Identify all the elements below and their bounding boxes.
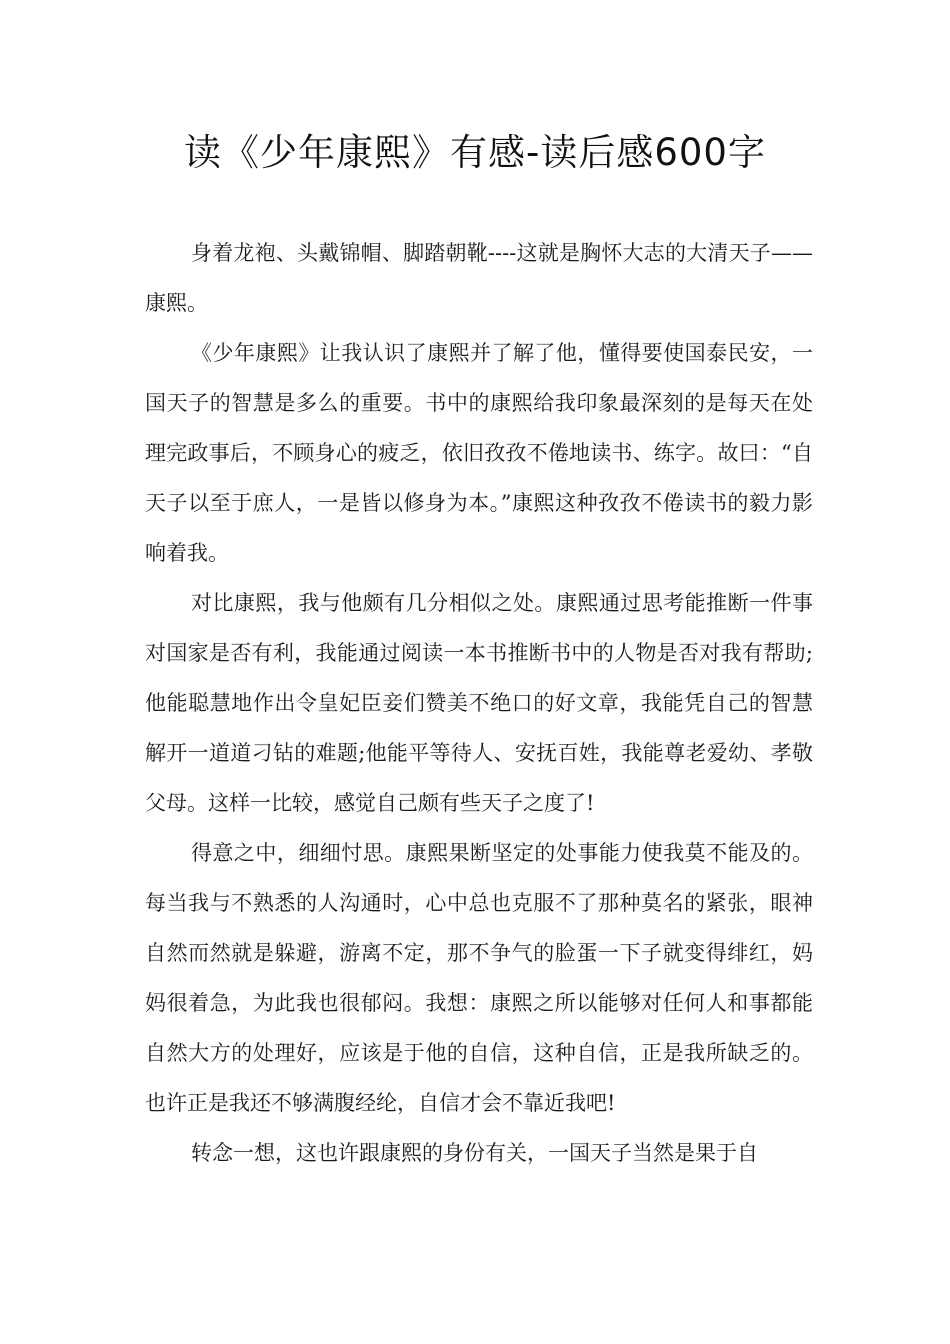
paragraph: 《少年康熙》让我认识了康熙并了解了他，懂得要使国泰民安，一国天子的智慧是多么的重要。书中的康熙给我印象最深刻的是每天在处理完政事后，不顾身心的疲乏，依旧孜孜不倦地读书、练字。故曰：“自天子以至于庶人，一是皆以修身为本。”康熙这种孜孜不倦读书的毅力影响着我。	[145, 341, 813, 565]
paragraph: 对比康熙，我与他颇有几分相似之处。康熙通过思考能推断一件事对国家是否有利，我能通过阅读一本书推断书中的人物是否对我有帮助;他能聪慧地作出令皇妃臣妾们赞美不绝口的好文章，我能凭自己的智慧解开一道道刁钻的难题;他能平等待人、安抚百姓，我能尊老爱幼、孝敬父母。这样一比较，感觉自己颇有些天子之度了!	[145, 591, 813, 815]
paragraph: 得意之中，细细忖思。康熙果断坚定的处事能力使我莫不能及的。每当我与不熟悉的人沟通时，心中总也克服不了那种莫名的紧张，眼神自然而然就是躲避，游离不定，那不争气的脸蛋一下子就变得绯红，妈妈很着急，为此我也很郁闷。我想：康熙之所以能够对任何人和事都能自然大方的处理好，应该是于他的自信，这种自信，正是我所缺乏的。也许正是我还不够满腹经纶，自信才会不靠近我吧!	[145, 841, 813, 1115]
document-title: 读《少年康熙》有感-读后感600字	[184, 131, 766, 174]
document-body	[145, 228, 813, 1178]
paragraph: 身着龙袍、头戴锦帽、脚踏朝靴----这就是胸怀大志的大清天子——康熙。	[145, 241, 813, 315]
paragraph: 转念一想，这也许跟康熙的身份有关，一国天子当然是果于自	[191, 1141, 758, 1165]
